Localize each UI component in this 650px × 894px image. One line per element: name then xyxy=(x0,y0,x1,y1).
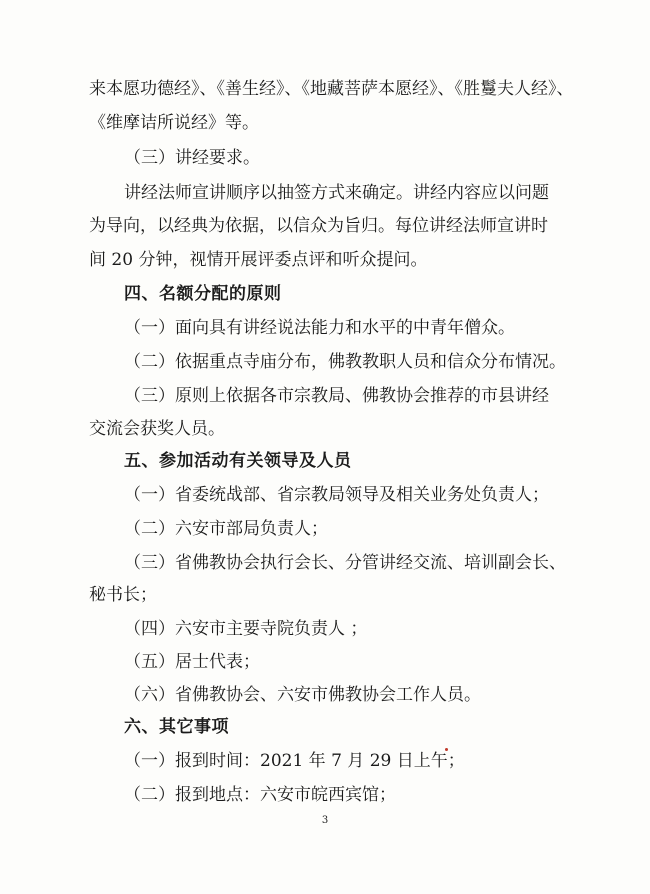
ink-dot xyxy=(445,748,448,751)
list-item: （六）省佛教协会、六安市佛教协会工作人员。 xyxy=(124,685,481,705)
body-text-line: 交流会获奖人员。 xyxy=(89,419,225,439)
list-item: （三）省佛教协会执行会长、分管讲经交流、培训副会长、 xyxy=(124,553,566,573)
body-text-line: 《维摩诘所说经》等。 xyxy=(89,113,259,133)
list-item: （三）原则上依据各市宗教局、佛教协会推荐的市县讲经 xyxy=(124,386,549,406)
section-heading: 五、参加活动有关领导及人员 xyxy=(124,451,352,471)
body-text-line: 秘书长； xyxy=(89,585,157,605)
list-item: （一）面向具有讲经说法能力和水平的中青年僧众。 xyxy=(124,318,515,338)
body-text-line: 讲经法师宣讲顺序以抽签方式来确定。讲经内容应以问题 xyxy=(124,183,549,203)
page-number: 3 xyxy=(321,815,329,826)
section-heading: 四、名额分配的原则 xyxy=(124,284,282,304)
subsection-heading: （三）讲经要求。 xyxy=(124,148,260,168)
list-item: （一）报到时间：2021 年 7 月 29 日上午； xyxy=(124,751,465,771)
section-heading: 六、其它事项 xyxy=(124,717,229,737)
list-item: （二）依据重点寺庙分布，佛教教职人员和信众分布情况。 xyxy=(124,352,566,372)
list-item: （二）六安市部局负责人； xyxy=(124,519,328,539)
body-text-line: 间 20 分钟，视情开展评委点评和听众提问。 xyxy=(89,250,428,270)
list-item: （五）居士代表； xyxy=(124,652,260,672)
list-item: （一）省委统战部、省宗教局领导及相关业务处负责人； xyxy=(124,485,549,505)
body-text-line: 来本愿功德经》、《善生经》、《地藏菩萨本愿经》、《胜鬘夫人经》、 xyxy=(89,79,574,99)
body-text-line: 为导向，以经典为依据，以信众为旨归。每位讲经法师宣讲时 xyxy=(89,216,548,236)
list-item: （二）报到地点：六安市皖西宾馆； xyxy=(124,785,396,805)
list-item: （四）六安市主要寺院负责人 ； xyxy=(124,619,368,639)
